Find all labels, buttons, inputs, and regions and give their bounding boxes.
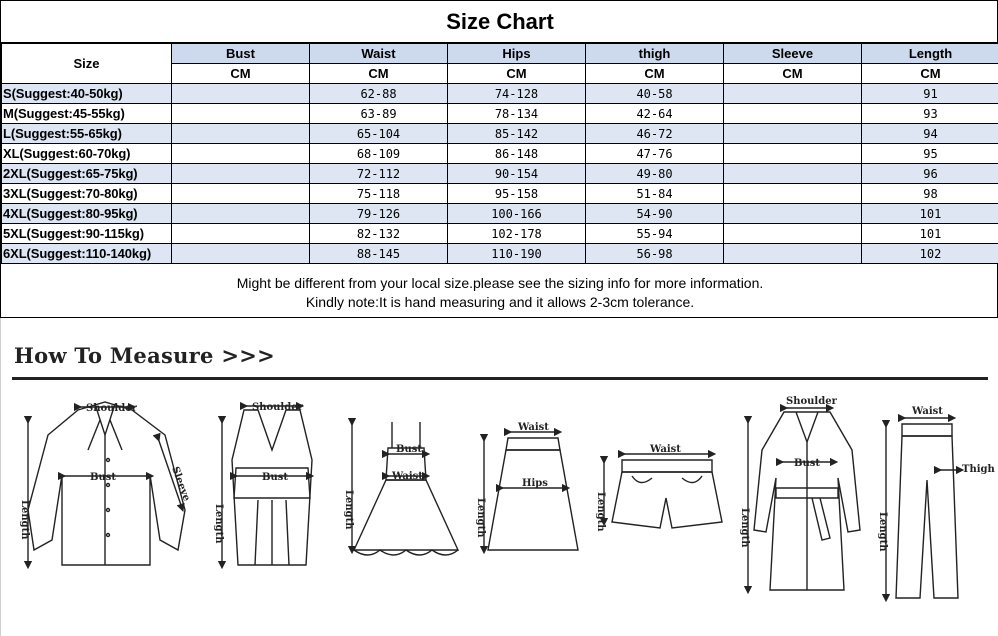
note-line-2: Kindly note:It is hand measuring and it allows 2-3cm tolerance. bbox=[305, 294, 695, 310]
waist-label: Waist bbox=[650, 444, 681, 455]
sleeve-cell bbox=[724, 184, 862, 204]
table-row bbox=[2, 144, 998, 164]
waist-cell: 82-132 bbox=[310, 224, 448, 244]
bust-label: Bust bbox=[794, 458, 820, 469]
length-cell: 94 bbox=[862, 124, 998, 144]
unit-bust: CM bbox=[172, 64, 310, 84]
hips-cell: 100-166 bbox=[448, 204, 586, 224]
length-cell: 101 bbox=[862, 204, 998, 224]
length-label: Length bbox=[213, 504, 224, 544]
sleeve-cell bbox=[724, 144, 862, 164]
shoulder-label: Shoulder bbox=[252, 402, 303, 413]
size-label: 6XL(Suggest:110-140kg) bbox=[2, 244, 172, 264]
size-label: S(Suggest:40-50kg) bbox=[2, 84, 172, 104]
bust-cell bbox=[172, 204, 310, 224]
bust-cell bbox=[172, 244, 310, 264]
waist-cell: 65-104 bbox=[310, 124, 448, 144]
hips-cell: 90-154 bbox=[448, 164, 586, 184]
size-label: 5XL(Suggest:90-115kg) bbox=[2, 224, 172, 244]
size-label: 3XL(Suggest:70-80kg) bbox=[2, 184, 172, 204]
measurement-labels bbox=[19, 396, 996, 552]
sleeve-cell bbox=[724, 244, 862, 264]
table-row bbox=[2, 124, 998, 144]
bust-cell bbox=[172, 224, 310, 244]
blouse-illustration-icon bbox=[28, 402, 185, 565]
thigh-cell: 55-94 bbox=[586, 224, 724, 244]
column-header-sleeve: Sleeve bbox=[724, 44, 862, 64]
hips-cell: 78-134 bbox=[448, 104, 586, 124]
bust-cell bbox=[172, 104, 310, 124]
thigh-cell: 54-90 bbox=[586, 204, 724, 224]
bust-label: Bust bbox=[262, 472, 288, 483]
table-header-row bbox=[2, 44, 998, 64]
unit-hips: CM bbox=[448, 64, 586, 84]
shoulder-label: Shoulder bbox=[86, 403, 137, 414]
skirt-illustration-icon bbox=[484, 432, 578, 550]
length-label: Length bbox=[877, 512, 888, 552]
hips-cell: 95-158 bbox=[448, 184, 586, 204]
table-row bbox=[2, 204, 998, 224]
hips-label: Hips bbox=[522, 478, 548, 489]
size-label: M(Suggest:45-55kg) bbox=[2, 104, 172, 124]
bust-label: Bust bbox=[90, 472, 116, 483]
bust-cell bbox=[172, 144, 310, 164]
bust-cell bbox=[172, 164, 310, 184]
bust-label: Bust bbox=[396, 444, 422, 455]
size-label: XL(Suggest:60-70kg) bbox=[2, 144, 172, 164]
waist-cell: 72-112 bbox=[310, 164, 448, 184]
coat-illustration-icon bbox=[748, 408, 860, 590]
waist-label: Waist bbox=[912, 406, 943, 417]
unit-sleeve: CM bbox=[724, 64, 862, 84]
garment-illustrations bbox=[0, 380, 998, 636]
pants-illustration-icon bbox=[886, 418, 960, 598]
sleeve-cell bbox=[724, 84, 862, 104]
note-line-1: Might be different from your local size.please see the sizing info for more information. bbox=[236, 275, 764, 291]
table-row bbox=[2, 164, 998, 184]
how-to-measure-title bbox=[14, 343, 275, 368]
column-header-bust: Bust bbox=[172, 44, 310, 64]
chart-title: Size Chart bbox=[1, 1, 998, 43]
length-cell: 102 bbox=[862, 244, 998, 264]
size-label: 4XL(Suggest:80-95kg) bbox=[2, 204, 172, 224]
measure-title-text: How To Measure bbox=[14, 343, 214, 368]
hips-cell: 86-148 bbox=[448, 144, 586, 164]
column-header-waist: Waist bbox=[310, 44, 448, 64]
triple-arrow-icon: >>> bbox=[221, 343, 276, 368]
length-cell: 101 bbox=[862, 224, 998, 244]
sleeve-cell bbox=[724, 224, 862, 244]
waist-cell: 62-88 bbox=[310, 84, 448, 104]
thigh-cell: 42-64 bbox=[586, 104, 724, 124]
table-row bbox=[2, 104, 998, 124]
length-label: Length bbox=[475, 498, 486, 538]
waist-label: Waist bbox=[518, 422, 549, 433]
size-table bbox=[1, 43, 998, 264]
hips-cell: 85-142 bbox=[448, 124, 586, 144]
hips-cell: 110-190 bbox=[448, 244, 586, 264]
table-row bbox=[2, 224, 998, 244]
sleeve-label: Sleeve bbox=[169, 465, 192, 503]
size-column-header: Size bbox=[2, 44, 172, 84]
waist-cell: 68-109 bbox=[310, 144, 448, 164]
sizing-notes bbox=[1, 267, 998, 319]
shorts-illustration-icon bbox=[604, 454, 722, 528]
length-cell: 91 bbox=[862, 84, 998, 104]
column-header-hips: Hips bbox=[448, 44, 586, 64]
waist-cell: 79-126 bbox=[310, 204, 448, 224]
column-header-thigh: thigh bbox=[586, 44, 724, 64]
unit-length: CM bbox=[862, 64, 998, 84]
tank-top-illustration-icon bbox=[222, 406, 312, 565]
sleeve-cell bbox=[724, 204, 862, 224]
thigh-cell: 47-76 bbox=[586, 144, 724, 164]
length-cell: 93 bbox=[862, 104, 998, 124]
thigh-cell: 51-84 bbox=[586, 184, 724, 204]
sleeve-cell bbox=[724, 124, 862, 144]
length-cell: 96 bbox=[862, 164, 998, 184]
table-row bbox=[2, 84, 998, 104]
thigh-cell: 56-98 bbox=[586, 244, 724, 264]
bust-cell bbox=[172, 124, 310, 144]
size-label: L(Suggest:55-65kg) bbox=[2, 124, 172, 144]
length-label: Length bbox=[343, 490, 354, 530]
thigh-cell: 49-80 bbox=[586, 164, 724, 184]
column-header-length: Length bbox=[862, 44, 998, 64]
sleeve-cell bbox=[724, 164, 862, 184]
size-label: 2XL(Suggest:65-75kg) bbox=[2, 164, 172, 184]
length-label: Length bbox=[595, 492, 606, 532]
length-label: Length bbox=[19, 500, 30, 540]
hips-cell: 102-178 bbox=[448, 224, 586, 244]
thigh-cell: 46-72 bbox=[586, 124, 724, 144]
waist-cell: 88-145 bbox=[310, 244, 448, 264]
waist-label: Waist bbox=[392, 471, 423, 482]
length-cell: 98 bbox=[862, 184, 998, 204]
bust-cell bbox=[172, 84, 310, 104]
table-row bbox=[2, 244, 998, 264]
dress-illustration-icon bbox=[352, 422, 458, 555]
unit-thigh: CM bbox=[586, 64, 724, 84]
waist-cell: 63-89 bbox=[310, 104, 448, 124]
table-row bbox=[2, 184, 998, 204]
bust-cell bbox=[172, 184, 310, 204]
thigh-cell: 40-58 bbox=[586, 84, 724, 104]
sleeve-cell bbox=[724, 104, 862, 124]
thigh-label: Thigh bbox=[962, 464, 995, 475]
hips-cell: 74-128 bbox=[448, 84, 586, 104]
length-cell: 95 bbox=[862, 144, 998, 164]
unit-waist: CM bbox=[310, 64, 448, 84]
waist-cell: 75-118 bbox=[310, 184, 448, 204]
shoulder-label: Shoulder bbox=[786, 396, 837, 407]
length-label: Length bbox=[739, 508, 750, 548]
